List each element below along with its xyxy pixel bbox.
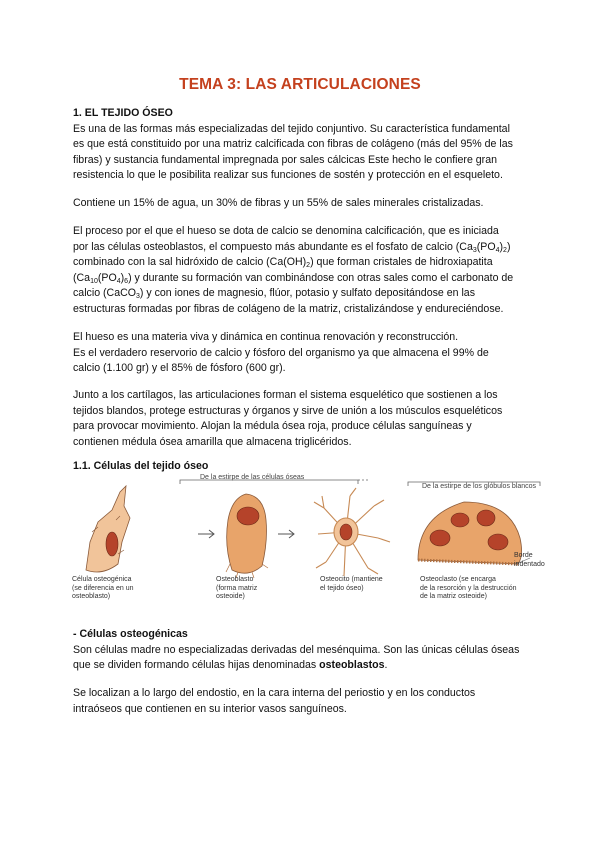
caption-ruffled-border: Borde indentado bbox=[514, 552, 545, 568]
osteoblast-cell bbox=[226, 494, 268, 578]
paragraph-line: fibras) y sustancia fundamental impregnada por sales cálcicas Este hecho le confiere gran bbox=[73, 153, 497, 166]
paragraph-line: Es el verdadero reservorio de calcio y fósforo del organismo ya que almacena el 99% de bbox=[73, 346, 489, 359]
paragraph-line: que se dividen formando células hijas denominadas osteoblastos. bbox=[73, 659, 388, 672]
paragraph-line: calcio (1.100 gr) y el 85% de fósforo (600 gr). bbox=[73, 362, 286, 375]
section-heading: - Células osteogénicas bbox=[73, 628, 188, 640]
paragraph-line: Es una de las formas más especializadas del tejido conjuntivo. Su característica fundamental bbox=[73, 122, 510, 135]
caption-osteogenic: Célula osteogénica (se diferencia en un osteoblasto) bbox=[72, 576, 134, 600]
paragraph-line: El proceso por el que el hueso se dota de calcio se denomina calcificación, que es iniciada bbox=[73, 225, 499, 237]
osteogenic-cell bbox=[86, 486, 130, 572]
paragraph-line: resistencia lo que le posibilita realizar sus funciones de sostén y protección en el esqueleto. bbox=[73, 169, 503, 182]
paragraph-line: Son células madre no especializadas derivadas del mesénquima. Son las únicas células óseas bbox=[73, 643, 520, 656]
paragraph-line: por las células osteoblastos, el compuesto más abundante es el fosfato de calcio $(Ca_3(PO_4)_2)$ bbox=[73, 240, 511, 254]
paragraph-skeletal-system bbox=[73, 388, 535, 450]
paragraph-line: El hueso es una materia viva y dinámica en continua renovación y reconstrucción. bbox=[73, 331, 459, 343]
paragraph-line: es que está constituido por una matriz calcificada con fibras de colágeno (más del 95% de las bbox=[73, 138, 513, 151]
paragraph-osteogenic-location bbox=[73, 686, 535, 717]
paragraph-composition bbox=[73, 196, 535, 212]
section-heading: 1. EL TEJIDO ÓSEO bbox=[73, 107, 173, 119]
page-title: TEMA 3: LAS ARTICULACIONES bbox=[179, 76, 421, 93]
paragraph-line: Junto a los cartílagos, las articulaciones forman el sistema esquelético que sostienen a los bbox=[73, 389, 498, 401]
section-tejido-oseo bbox=[73, 106, 535, 184]
figure-label-leukocyte-lineage: De la estirpe de los glóbulos blancos bbox=[422, 483, 537, 490]
caption-osteoblast: Osteoblasto (forma matriz osteoide) bbox=[216, 576, 258, 600]
section-osteogenic-cells bbox=[73, 627, 535, 674]
paragraph-line: estructuras formadas por fibras de colágeno de la matriz, cristalizándose y endureciéndose. bbox=[73, 302, 504, 315]
section-heading: 1.1. Células del tejido óseo bbox=[73, 460, 209, 472]
paragraph-line: intraóseos que contienen en su interior vasos sanguíneos. bbox=[73, 702, 347, 715]
paragraph-line: combinado con la sal hidróxido de calcio $(Ca(OH)_2)$ que forman cristales de hidroxiapatita bbox=[73, 256, 493, 270]
paragraph-line: $(Ca_{10}(PO_4)_6)$ y durante su formación van combinándose con otras sales como el carbonato de bbox=[73, 271, 514, 285]
caption-osteoclast: Osteoclasto (se encarga de la resorción y la destrucción de la matriz osteoide) bbox=[420, 576, 517, 600]
osteocyte-cell bbox=[314, 488, 390, 576]
paragraph-line: Contiene un 15% de agua, un 30% de fibras y un 55% de sales minerales cristalizadas. bbox=[73, 197, 484, 209]
paragraph-line: para provocar movimiento. Alojan la médula ósea roja, produce células sanguíneas y bbox=[73, 420, 472, 433]
paragraph-calcification bbox=[73, 224, 535, 318]
paragraph-reservoir bbox=[73, 330, 535, 377]
paragraph-line: calcio (CaCO$_3$) y con iones de magnesio, flúor, potasio y sulfato depositándose en las bbox=[73, 287, 475, 301]
figure-label-bone-lineage: De la estirpe de las células óseas bbox=[200, 474, 305, 481]
paragraph-line: Se localizan a lo largo del endostio, en la cara interna del periostio y en los conductos bbox=[73, 687, 476, 699]
caption-osteocyte: Osteocito (mantiene el tejido óseo) bbox=[320, 576, 383, 592]
paragraph-line: contienen médula ósea amarilla que almacena triglicéridos. bbox=[73, 435, 352, 448]
paragraph-line: tejidos blandos, protege estructuras y órganos y sirve de unión a los músculos esqueléticos bbox=[73, 404, 503, 417]
bone-cells-figure bbox=[68, 472, 554, 610]
